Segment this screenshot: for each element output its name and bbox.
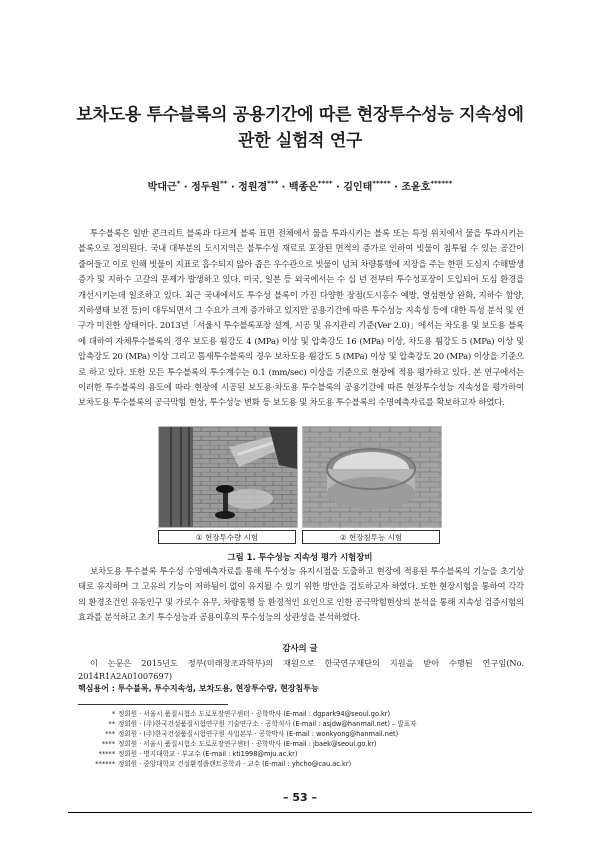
bottom-divider (68, 812, 532, 813)
paper-title-line2: 관한 실험적 연구 (237, 131, 363, 151)
footnote-mark: * (111, 710, 115, 718)
author-mark: *** (267, 179, 279, 188)
acknowledgement-heading: 감사의 글 (282, 643, 318, 653)
author-name: 박대근 (147, 182, 177, 193)
author-mark: ** (220, 179, 228, 188)
author-name: 김인태 (343, 182, 373, 193)
footnote-text: 정회원 · (주)한국건설품질시험연구원 사업본부 · 공학박사 (E-mail : wonkyong@hanmail.net) (118, 729, 399, 738)
author-mark: ***** (372, 179, 391, 188)
footnote-divider (78, 704, 228, 705)
body-paragraph-2: 보차도용 투수블록 투수성 수명예측자료를 통해 투수성능 유지시점을 도출하고 현장에 적용된 투수블록의 기능을 초기상태로 유지하며 그 고유의 기능이 저하됨이 없이 유지될 수 있기 위한 방안을 검토하고자 하였다. 또한 현장시험을 통하여 각각의 환경조건인 유동인구 및 가로수 유무, 차량통행 등 환경적인 요인으로 인한 공극막힘현상의 분석을 통해 지속성 검증시험의 효과를 분석하고 초기 투수성능과 공용이후의 투수성능의 상관성을 분석하였다. (78, 566, 524, 623)
footnote (40, 710, 540, 720)
subcaption-field-infiltration: ② 현장침투능 시험 (302, 530, 440, 544)
acknowledgement-text: 이 논문은 2015년도 정부(미래창조과학부)의 재원으로 한국연구재단의 지원을 받아 수행된 연구임(No. 2014R1A2A01007697) (78, 658, 524, 681)
author-name: 조윤호 (401, 182, 431, 193)
footnote-text: 정회원 · 중앙대학교 건설환경플랜트공학과 · 교수 (E-mail : yhcho@cau.ac.kr) (118, 759, 352, 768)
footnote (40, 730, 540, 740)
footnote-text: 정회원 · (주)한국건설품질시험연구원 기술연구소 · 공학석사 (E-mail : asjdw@hanmail.net) – 발표자 (118, 719, 417, 728)
author-separator: · (390, 182, 402, 193)
author-separator: · (332, 182, 344, 193)
footnote-mark: ** (108, 719, 115, 728)
field-permeability-test-photo (158, 426, 298, 528)
author-separator: · (227, 182, 239, 193)
subcaption-field-permeability: ① 현장투수량 시험 (158, 530, 296, 544)
page-number: – 53 – (283, 791, 317, 804)
author-separator: · (278, 182, 289, 193)
footnote (40, 760, 540, 770)
body-paragraph-1: 투수블록은 일반 콘크리트 블록과 다르게 블록 표면 전체에서 물을 투과시키는 블록 또는 특정 위치에서 물을 투과시키는 블록으로 정의된다. 국내 대부분의 도시지역은 불투수성 재료로 포장된 면적의 증가로 인하여 빗물이 침투될 수 있는 공간이 줄어들고 이로 인해 빗물이 지표로 흡수되지 않아 좁은 우수관으로 빗물이 넘쳐 차량통행에 지장을 주는 한편 도심지 수해발생 증가 및 지하수 고갈의 문제가 발생하고 있다. 미국, 일본 등 외국에서는 수 십 년 전부터 투수성포장이 도입되어 도심 환경을 개선시키는데 일조하고 있다. 최근 국내에서도 투수성 블록이 가진 다양한 장점(도시홍수 예방, 열섬현상 완화, 지하수 함양, 지하생태 보전 등)이 대두되면서 그 수요가 크게 증가하고 있지만 공용기간에 따른 투수성능 지속성 등에 대한 특성 분석 및 연구가 미진한 상태이다. 2013년「서울시 투수블록포장 설계, 시공 및 유지관리 기준(Ver 2.0)」에서는 차도용 및 보도용 블록에 대하여 자체투수블록의 경우 보도용 휨강도 4 (MPa) 이상 및 압축강도 16 (MPa) 이상, 차도용 휨강도 5 (MPa) 이상 및 압축강도 20 (MPa) 이상 그리고 틈새투수블록의 경우 보차도용 휨강도 5 (MPa) 이상 및 압축강도 20 (MPa) 이상을 기준으로 하고 있다. 또한 모든 투수블록의 투수계수는 0.1 (mm/sec) 이상을 기준으로 현장에 적용 평가하고 있다. 본 연구에서는 이러한 투수블록의 용도에 따라 현장에 시공된 보도용·차도용 투수블록의 공용기간에 따른 현장투수성능 지속성을 평가하여 보차도용 투수블록의 공극막힘 현상, 투수성능 변화 등 보도용 및 차도용 투수블록의 수명예측자료를 확보하고자 하였다. (78, 228, 524, 408)
paper-title-line1: 보차도용 투수블록의 공용기간에 따른 현장투수성능 지속성에 (76, 105, 524, 125)
author-mark: * (176, 179, 181, 188)
author-mark: **** (317, 179, 333, 188)
keywords: 핵심용어 : 투수블록, 투수지속성, 보차도용, 현장투수량, 현장침투능 (78, 684, 319, 693)
footnote-mark: ***** (98, 749, 115, 758)
author-mark: ****** (430, 179, 453, 188)
footnote (40, 750, 540, 760)
author-name: 정두원 (191, 182, 221, 193)
footnote-mark: **** (101, 739, 115, 748)
footnote (40, 740, 540, 750)
author-name: 정원경 (238, 182, 268, 193)
footnote-text: 정회원 · 서울시 품질시험소 도로포장연구센터 · 공학박사 (E-mail : jbaek@seoul.go.kr) (118, 739, 377, 748)
footnote (40, 720, 540, 730)
author-list (30, 178, 570, 193)
footnote-text: 정회원 · 명지대학교 · 부교수 (E-mail : kti1998@mju.ac.kr) (118, 749, 298, 758)
footnote-mark: ****** (95, 759, 115, 768)
footnote-mark: *** (105, 729, 115, 738)
figure-caption: 그림 1. 투수성능 지속성 평가 시험장비 (227, 552, 373, 562)
figure-1 (158, 426, 440, 546)
author-separator: · (180, 182, 192, 193)
footnotes (40, 710, 540, 769)
author-name: 백종은 (288, 182, 318, 193)
field-infiltration-test-photo (302, 426, 442, 528)
footnote-text: 정회원 · 서울시 품질시험소 도로포장연구센터 · 공학박사 (E-mail : dgpark94@seoul.go.kr) (118, 710, 391, 718)
